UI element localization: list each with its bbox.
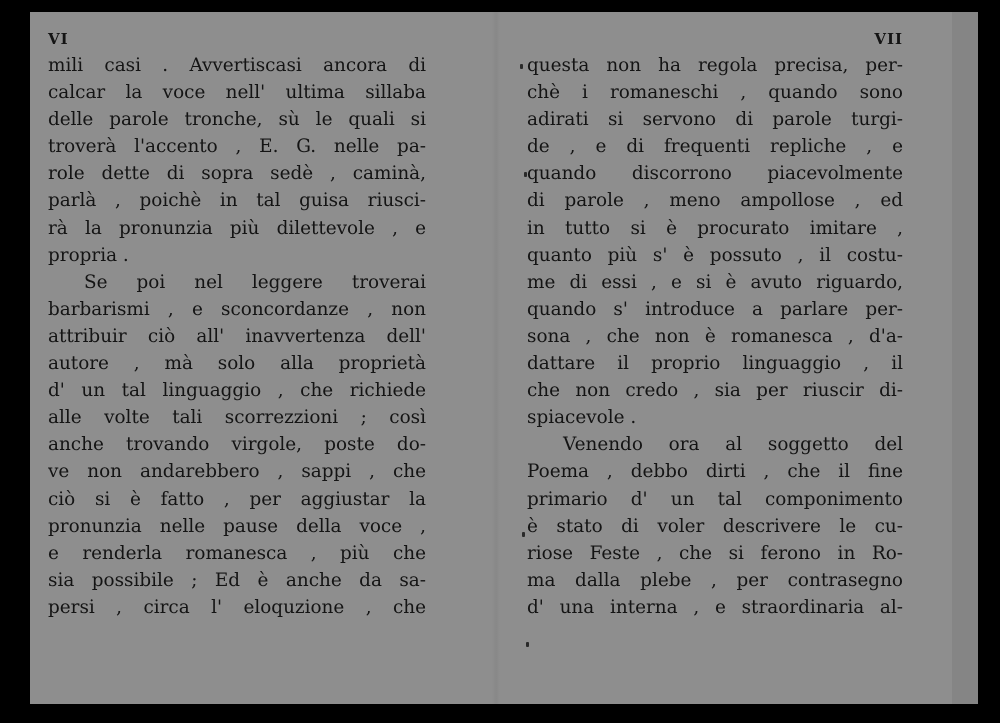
text-line: riose Feste , che si ferono in Ro- [527,542,903,564]
text-line: in tutto si è procurato imitare , [527,217,903,239]
page-number: VII [874,30,903,48]
text-line: alle volte tali scorrezzioni ; così [48,407,426,429]
text-line: d' una interna , e straordinaria al- [527,596,903,618]
text-line: rà la pronunzia più dilettevole , e [48,217,426,239]
text-line: che non credo , sia per riuscir di- [527,380,903,402]
text-line: propria . [48,244,129,266]
book-gutter [492,12,500,704]
ink-speck [526,642,529,647]
left-page-text [48,52,426,621]
text-line: Venendo ora al soggetto del [563,434,903,456]
ink-speck [522,532,525,537]
text-line: ve non andarebbero , sappi , che [48,461,426,483]
text-line: pronunzia nelle pause della voce , [48,515,426,537]
text-line: sia possibile ; Ed è anche da sa- [48,569,426,591]
text-line: adirati si servono di parole turgi- [527,109,903,131]
page-edge-strip [952,12,978,704]
text-line: persi , circa l' eloquzione , che [48,596,426,618]
right-page [527,30,903,621]
text-line: Se poi nel leggere troverai [84,271,426,293]
text-line: attribuir ciò all' inavvertenza dell' [48,325,426,347]
text-line: primario d' un tal componimento [527,488,903,510]
text-line: calcar la voce nell' ultima sillaba [48,82,426,104]
page-number: VI [48,30,69,48]
text-line: ma dalla plebe , per contrasegno [527,569,903,591]
text-line: questa non ha regola precisa, per- [527,55,903,76]
right-page-text [527,52,903,621]
text-line: spiacevole . [527,407,637,429]
text-line: mili casi . Avvertiscasi ancora di [48,55,426,76]
text-line: d' un tal linguaggio , che richiede [48,380,426,402]
text-line: sona , che non è romanesca , d'a- [527,325,903,347]
text-line: troverà l'accento , E. G. nelle pa- [48,136,426,158]
text-line: me di essi , e si è avuto riguardo, [527,271,903,293]
text-line: parlà , poichè in tal guisa riusci- [48,190,426,212]
text-line: ciò si è fatto , per aggiustar la [48,488,426,510]
text-line: quanto più s' è possuto , il costu- [527,244,903,266]
text-line: anche trovando virgole, poste do- [48,434,426,456]
text-line: barbarismi , e sconcordanze , non [48,298,426,320]
text-line: de , e di frequenti repliche , e [527,136,903,158]
text-line: chè i romaneschi , quando sono [527,82,903,104]
text-line: di parole , meno ampollose , ed [527,190,903,212]
text-line: role dette di sopra sedè , caminà, [48,163,426,185]
text-line: Poema , debbo dirti , che il fine [527,461,903,483]
text-line: quando s' introduce a parlare per- [527,298,903,320]
text-line: quando discorrono piacevolmente [527,163,903,185]
text-line: delle parole tronche, sù le quali si [48,109,426,131]
ink-speck [520,64,523,69]
text-line: autore , mà solo alla proprietà [48,353,426,375]
text-line: dattare il proprio linguaggio , il [527,353,903,375]
left-page [48,30,426,621]
text-line: e renderla romanesca , più che [48,542,426,564]
text-line: è stato di voler descrivere le cu- [527,515,903,537]
